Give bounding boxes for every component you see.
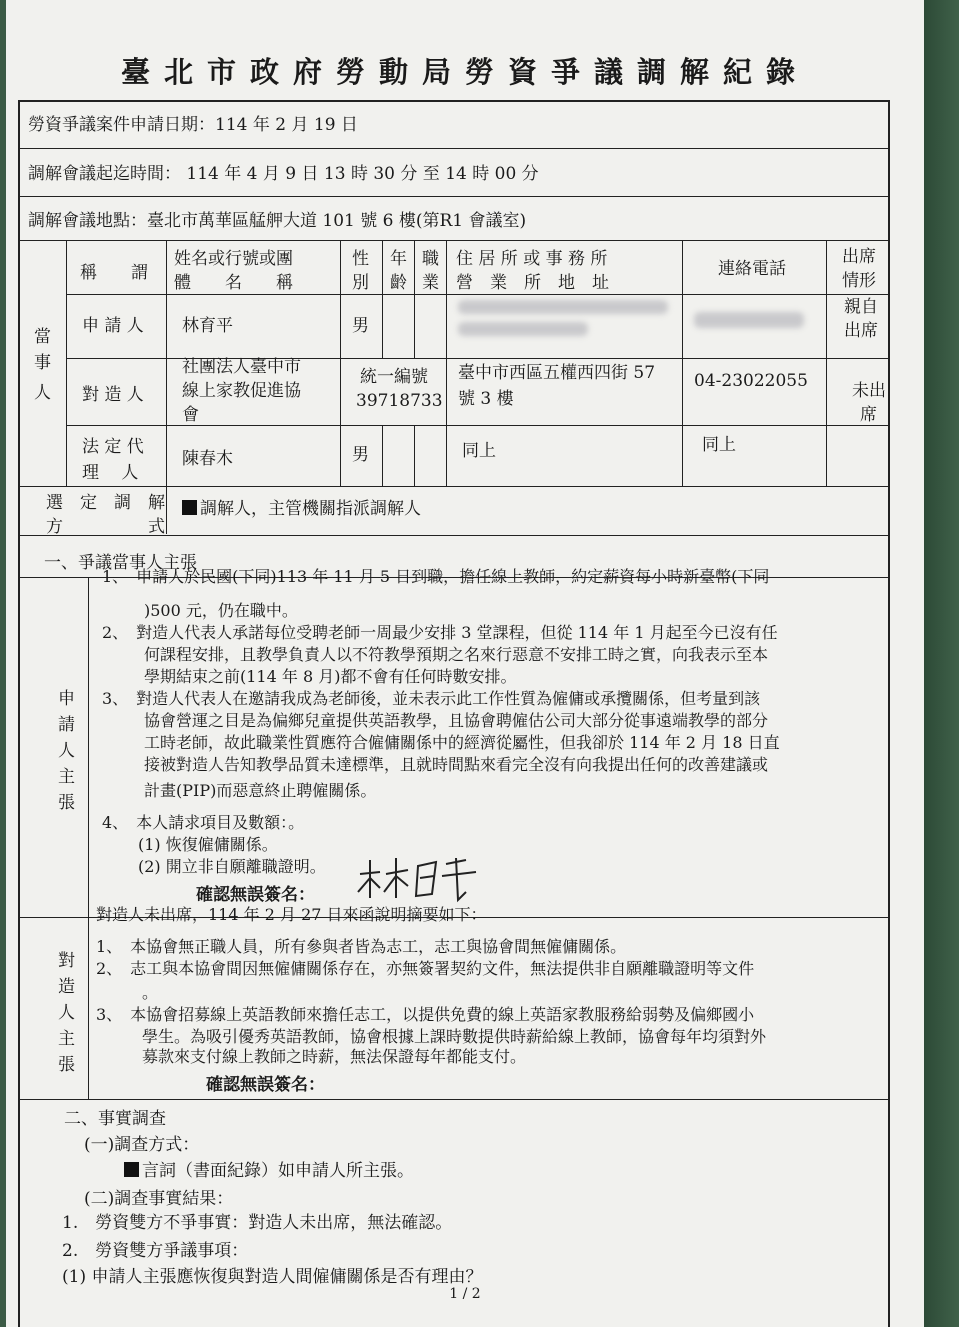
section2-heading: 二、事實調查 <box>64 1109 166 1129</box>
respondent-name-3: 會 <box>182 405 199 425</box>
investigation-method-label: (一)調查方式： <box>84 1135 200 1155</box>
col-name-header-1: 姓名或行號或團 <box>174 249 293 269</box>
respondent-claim-label-4: 主 <box>58 1029 75 1049</box>
respondent-attend-1: 未出 <box>852 381 886 401</box>
applicant-claim-line: 協會營運之目是為偏鄉兒童提供英語教學，且協會聘僱估公司大部分從事遠端教學的部分 <box>144 711 769 730</box>
applicant-claim-label-1: 申 <box>58 689 75 709</box>
result-item-1: 1. 勞資雙方不爭事實：對造人未出席，無法確認。 <box>62 1213 453 1233</box>
applicant-claim-label-5: 張 <box>58 793 75 813</box>
document-page <box>6 0 924 1327</box>
col-name-header-2: 體 名 稱 <box>174 273 293 293</box>
result-item-2: 2. 勞資雙方爭議事項： <box>62 1241 249 1261</box>
representative-name: 陳春木 <box>182 449 233 469</box>
col-address-header-1: 住 居 所 或 事 務 所 <box>456 249 608 269</box>
applicant-confirm-label: 確認無誤簽名： <box>196 885 315 905</box>
applicant-claim-line: 計畫(PIP)而惡意終止聘僱關係。 <box>144 781 377 800</box>
applicant-claim-line: 工時老師，故此職業性質應符合僱傭關係中的經濟從屬性，但我卻於 114 年 2 月 18 日直 <box>144 733 780 752</box>
applicant-attend-1: 親自 <box>844 297 878 317</box>
applicant-claim-label-3: 人 <box>58 741 75 761</box>
meeting-place: 調解會議地點：臺北市萬華區艋舺大道 101 號 6 樓(第R1 會議室) <box>28 211 527 231</box>
meeting-time: 調解會議起迄時間： 114 年 4 月 9 日 13 時 30 分 至 14 時 00 分 <box>28 164 539 184</box>
col-title-header: 稱 謂 <box>80 263 148 283</box>
applicant-claim-line: 1、 申請人於民國(下同)113 年 11 月 5 日到職，擔任線上教師，約定薪資每小時新臺幣(下同 <box>102 567 770 586</box>
mediation-method-label-2: 方 式 <box>46 517 165 537</box>
applicant-attend-2: 出席 <box>844 321 878 341</box>
representative-title-2: 理 人 <box>82 463 139 483</box>
col-attend-header-1: 出席 <box>842 247 876 267</box>
party-group-label-2: 事 <box>34 353 51 373</box>
respondent-id-number: 39718733 <box>356 391 443 411</box>
mediation-method-text: 調解人，主管機關指派調解人 <box>200 499 421 519</box>
party-group-label-3: 人 <box>34 383 51 403</box>
col-address-header-2: 營 業 所 地 址 <box>456 273 609 293</box>
party-group-label-1: 當 <box>34 327 51 347</box>
respondent-claim-line: 募款來支付線上教師之時薪，無法保證每年都能支付。 <box>142 1047 527 1066</box>
applicant-claim-line: )500 元，仍在職中。 <box>144 601 298 620</box>
respondent-name-2: 線上家教促進協 <box>182 381 301 401</box>
representative-phone: 同上 <box>702 435 736 455</box>
checked-box-icon <box>124 1162 139 1177</box>
respondent-claim-line: 3、 本協會招募線上英語教師來擔任志工，以提供免費的線上英語家教服務給弱勢及偏鄉國小 <box>96 1005 755 1024</box>
applicant-claim-line: 何課程安排，且教學負責人以不符教學預期之名來行惡意不安排工時之實，向我表示至本 <box>144 645 769 664</box>
handwritten-signature <box>352 852 492 904</box>
col-age-header-2: 齡 <box>390 273 407 293</box>
respondent-claim-line: 。 <box>142 983 159 1002</box>
respondent-id-label: 統一編號 <box>360 367 428 387</box>
respondent-address-2: 號 3 樓 <box>458 389 514 409</box>
applicant-claim-line: (1) 恢復僱傭關係。 <box>138 835 278 854</box>
respondent-claim-line: 1、 本協會無正職人員，所有參與者皆為志工，志工與協會間無僱傭關係。 <box>96 937 627 956</box>
respondent-claim-label-3: 人 <box>58 1003 75 1023</box>
respondent-claim-label-2: 造 <box>58 977 75 997</box>
col-attend-header-2: 情形 <box>842 271 876 291</box>
representative-address: 同上 <box>462 441 496 461</box>
representative-title-1: 法 定 代 <box>82 437 144 457</box>
apply-date: 勞資爭議案件申請日期：114 年 2 月 19 日 <box>28 115 358 135</box>
applicant-claim-line: (2) 開立非自願離職證明。 <box>138 857 326 876</box>
redacted-address-line-2 <box>458 322 588 336</box>
applicant-claim-line: 2、 對造人代表人承諾每位受聘老師一周最少安排 3 堂課程，但從 114 年 1 月起至今已沒有任 <box>102 623 778 642</box>
investigation-result-label: (二)調查事實結果： <box>84 1189 234 1209</box>
col-gender-header-2: 別 <box>352 273 369 293</box>
section1-heading: 一、爭議當事人主張 <box>44 553 197 573</box>
representative-gender: 男 <box>352 445 369 465</box>
respondent-claim-label-5: 張 <box>58 1055 75 1075</box>
respondent-claim-line: 對造人未出席，114 年 2 月 27 日來函說明摘要如下： <box>96 905 487 924</box>
page-number: 1 / 2 <box>449 1286 481 1302</box>
investigation-method-text: 言詞（書面紀錄）如申請人所主張。 <box>142 1161 414 1181</box>
respondent-claim-line: 學生。為吸引優秀英語教師，協會根據上課時數提供時薪給線上教師，協會每年均須對外 <box>142 1027 767 1046</box>
applicant-gender: 男 <box>352 316 369 336</box>
col-phone-header: 連絡電話 <box>718 259 786 279</box>
respondent-name-1: 社團法人臺中市 <box>182 357 301 377</box>
respondent-phone: 04-23022055 <box>694 371 808 391</box>
applicant-claim-line: 3、 對造人代表人在邀請我成為老師後，並未表示此工作性質為僱傭或承攬關係，但考量到該 <box>102 689 761 708</box>
result-item-3: (1) 申請人主張應恢復與對造人間僱傭關係是否有理由？ <box>62 1267 483 1287</box>
col-age-header-1: 年 <box>390 249 407 269</box>
col-job-header-1: 職 <box>422 249 439 269</box>
checked-box-icon <box>182 500 197 515</box>
respondent-address-1: 臺中市西區五權西四街 57 <box>458 363 656 383</box>
applicant-title: 申 請 人 <box>82 316 144 336</box>
col-gender-header-1: 性 <box>352 249 369 269</box>
mediation-method-value <box>182 498 421 520</box>
redacted-address-line-1 <box>458 300 668 314</box>
redacted-phone <box>694 312 804 328</box>
respondent-claim-label-1: 對 <box>58 951 75 971</box>
applicant-claim-line: 學期結束之前(114 年 8 月)都不會有任何時數安排。 <box>144 667 517 686</box>
respondent-confirm-label: 確認無誤簽名： <box>206 1075 325 1095</box>
respondent-claim-line: 2、 志工與本協會間因無僱傭關係存在，亦無簽署契約文件，無法提供非自願離職證明等文件 <box>96 959 755 978</box>
col-job-header-2: 業 <box>422 273 439 293</box>
applicant-claim-label-2: 請 <box>58 715 75 735</box>
mediation-method-label-1: 選 定 調 解 <box>46 493 165 513</box>
background-mat <box>924 0 959 1327</box>
applicant-claim-line: 接被對造人告知教學品質未達標準，且就時間點來看完全沒有向我提出任何的改善建議或 <box>144 755 769 774</box>
respondent-title: 對 造 人 <box>82 385 144 405</box>
investigation-method-value <box>124 1160 414 1182</box>
applicant-claim-label-4: 主 <box>58 767 75 787</box>
applicant-claim-line: 4、 本人請求項目及數額：。 <box>102 813 305 832</box>
respondent-attend-2: 席 <box>860 405 877 425</box>
applicant-name: 林育平 <box>182 316 233 336</box>
document-title: 臺北市政府勞動局勞資爭議調解紀錄 <box>120 55 809 89</box>
